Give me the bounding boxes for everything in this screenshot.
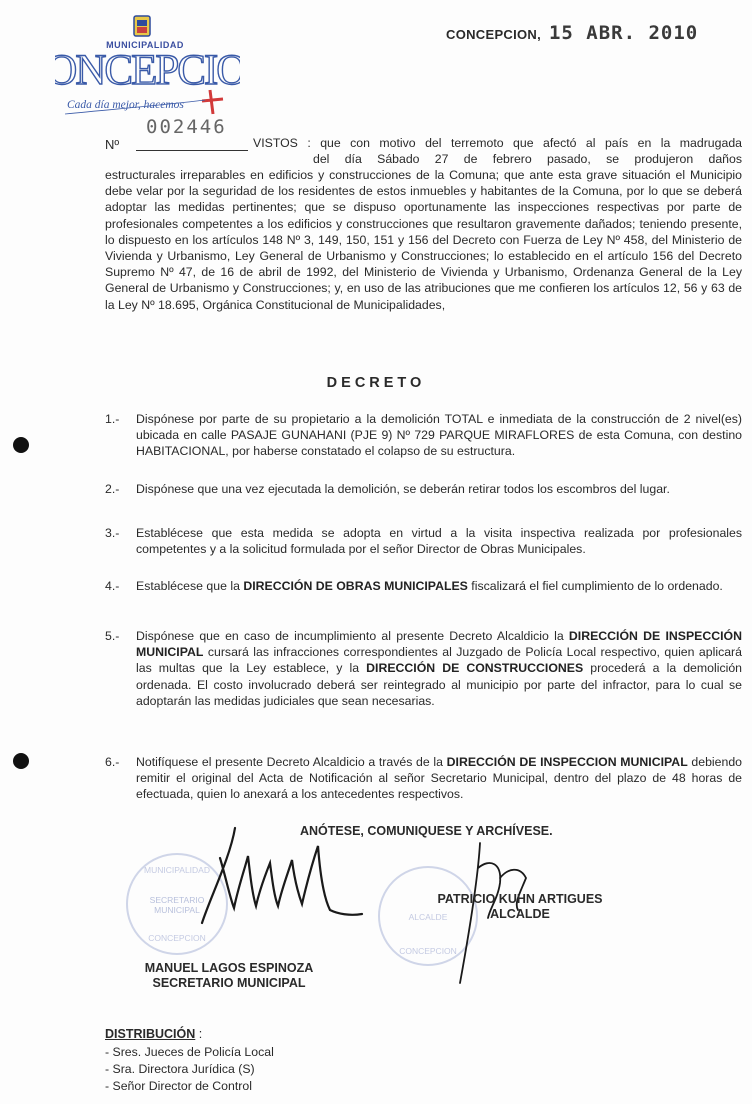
number-underline [136, 150, 248, 151]
svg-text:MUNICIPALIDAD: MUNICIPALIDAD [144, 865, 210, 875]
distribution-item: - Sres. Jueces de Policía Local [105, 1045, 274, 1059]
logo-subtitle: MUNICIPALIDAD [106, 40, 184, 50]
logo-slogan: Cada día mejor, hacemos [67, 99, 184, 111]
mayor-signature-block [420, 892, 620, 921]
municipal-logo [55, 14, 240, 126]
vistos-body: estructurales irreparables en edificios y construcciones de la Comuna; que ante esta grave situación el Municipio debe velar por la seguridad de los residentes de estos inmuebles y habitantes de la Comuna, por lo que se deberá adoptar las medidas pertinentes; que se dispuso oportunamente las inspecciones respectivas por parte de profesionales competentes a los edificios y construcciones que resultaron gravemente dañados; teniendo presente, lo dispuesto en los artículos 148 Nº 3, 149, 150, 151 y 156 del Decreto con Fuerza de Ley Nº 458, del Ministerio de Vivienda y Urbanismo, Ley General de Urbanismo y Construcciones; lo establecido en el artículo 156 del Decreto Supremo Nº 47, de 16 de abril de 1992, del Ministerio de Vivienda y Urbanismo, Ordenanza General de la Ley General de Urbanismo y Construcciones; y, en uso de las atribuciones que me confieren los artículos 12, 56 y 63 de la Ley Nº 18.695, Orgánica Constitucional de Municipalidades, [105, 168, 742, 312]
distribution-item: - Señor Director de Control [105, 1079, 252, 1093]
secretary-name: MANUEL LAGOS ESPINOZA [144, 961, 314, 975]
svg-text:CONCEPCION: CONCEPCION [148, 933, 206, 943]
distribution-item: - Sra. Directora Jurídica (S) [105, 1062, 255, 1076]
decree-item-4: 4.- Establécese que la DIRECCIÓN DE OBRAS MUNICIPALES fiscalizará el fiel cumplimiento de lo ordenado. [105, 579, 723, 593]
punch-hole-bottom [13, 753, 29, 769]
closing-formula: ANÓTESE, COMUNIQUESE Y ARCHÍVESE. [300, 824, 553, 838]
svg-text:ALCALDE: ALCALDE [408, 912, 448, 922]
logo-name: ONCEPCIO [55, 47, 240, 94]
secretary-signature-block [130, 961, 328, 990]
decree-item-2: 2.- Dispónese que una vez ejecutada la demolición, se deberán retirar todos los escombros del lugar. [105, 482, 670, 496]
decreto-heading: DECRETO [326, 375, 426, 391]
city-date-line [446, 22, 698, 44]
decree-number: 002446 [146, 116, 227, 138]
mayor-name: PATRICIO KUHN ARTIGUES [437, 892, 603, 906]
decree-item-3: 3.- Establécese que esta medida se adopta en virtud a la visita inspectiva realizada por profesionales competentes y a la solicitud formulada por el señor Director de Obras Municipales. [105, 526, 742, 557]
vistos-second-line: del día Sábado 27 de febrero pasado, se produjeron daños [313, 152, 742, 166]
secretary-title: SECRETARIO MUNICIPAL [152, 976, 306, 990]
decree-item-1: 1.- Dispónese por parte de su propietario a la demolición TOTAL e inmediata de la construcción de 2 nivel(es) ubicada en calle PASAJE GUNAHANI (PJE 9) Nº 729 PARQUE MIRAFLORES de esta Comuna, con destino HABITACIONAL, por haberse constatado el colapso de su estructura. [105, 412, 742, 459]
decree-item-6: 6.- Notifíquese el presente Decreto Alcaldicio a través de la DIRECCIÓN DE INSPECCION MUNICIPAL debiendo remitir el original del Acta de Notificación al señor Secretario Municipal, dentro del plazo de 48 horas de efectuada, quien lo anexará a los antecedentes respectivos. [105, 755, 743, 802]
svg-text:MUNICIPAL: MUNICIPAL [154, 905, 200, 915]
svg-text:CONCEPCION: CONCEPCION [399, 946, 457, 956]
distribution-heading: DISTRIBUCIÓN : [105, 1027, 203, 1041]
svg-text:SECRETARIO: SECRETARIO [149, 895, 205, 905]
decree-item-5: 5.- Dispónese que en caso de incumplimiento al presente Decreto Alcaldicio la DIRECCIÓN DE INSPECCIÓN MUNICIPAL cursará las infracciones correspondientes al Juzgado de Policía Local respectivo, quien aplicará las multas que la Ley establece, y la DIRECCIÓN DE CONSTRUCCIONES procederá a la demolición ordenada. El costo involucrado deberá ser reintegrado al municipio por parte del infractor, para lo cual se adoptarán las medidas judiciales que sean necesarias. [105, 629, 743, 708]
city-label: CONCEPCION, [446, 27, 542, 42]
number-label: Nº [105, 137, 120, 152]
vistos-first-line: VISTOS : que con motivo del terremoto que afectó al país en la madrugada [253, 136, 742, 150]
punch-hole-top [13, 437, 29, 453]
mayor-title: ALCALDE [490, 907, 550, 921]
stamp-date: 15 ABR. 2010 [548, 22, 699, 44]
secretary-signature [190, 818, 370, 928]
